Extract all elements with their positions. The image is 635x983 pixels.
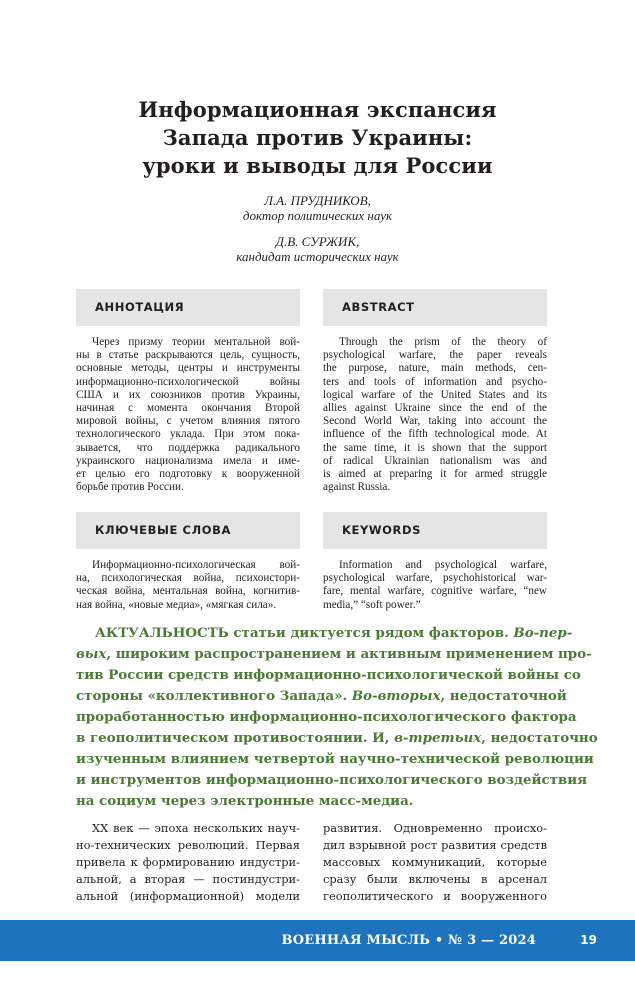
article-title (60, 96, 575, 180)
lead-paragraph (76, 623, 598, 812)
text-line: Information and psychological warfare, (339, 559, 547, 571)
text-line: ческая война, ментальная война, когнитив- (76, 585, 300, 598)
text-line: на, психологическая война, психоистори- (76, 572, 300, 585)
text-line: ет целью его подготовку к вооруженной (76, 468, 300, 481)
annotation-label: АННОТАЦИЯ (76, 289, 300, 326)
text-line: media,” “soft power.” (323, 598, 421, 611)
text-line: ters and tools of information and psycho- (323, 375, 547, 388)
text-line: Информационно-психологическая вой- (92, 559, 300, 571)
text-line: ная война, «новые медиа», «мягкая сила». (76, 598, 277, 611)
text-line: основные методы, центры и инструменты (76, 362, 300, 375)
annotation-text (76, 336, 300, 494)
body-line: дил взрывной рост развития средств (323, 838, 547, 852)
lead-emphasis: в-третьих (394, 730, 482, 746)
title-line: Запада против Украины: (162, 125, 473, 150)
text-line: of radical Ukrainian nationalism was and (323, 454, 547, 467)
journal-title: ВОЕННАЯ МЫСЛЬ • № 3 — 2024 (281, 933, 536, 948)
lead-line: и инструментов информационно-психологического воздействия (76, 772, 588, 788)
author-name: Д.В. СУРЖИК, (275, 234, 360, 249)
text-line: allies against Ukraine since the end of the (323, 402, 547, 415)
body-column-right (323, 820, 547, 905)
text-line: технологического уклада. При этом пока- (76, 428, 300, 441)
lead-text: , широким распространением и активным применением про- (106, 646, 592, 662)
author-degree: кандидат исторических наук (236, 249, 399, 264)
text-line: украинского национализма имела и име- (76, 454, 300, 467)
text-line: борьбе против России. (76, 481, 184, 494)
lead-emphasis: Во-вторых (351, 688, 441, 704)
text-line: the same time, it is shown that the support (323, 441, 547, 454)
page-number: 19 (580, 933, 597, 947)
text-line: fare, mental warfare, cognitive warfare, “new (323, 585, 547, 598)
text-line: зывается, что поддержка радикального (76, 441, 300, 454)
text-line: информационно-психологической войны (76, 375, 300, 388)
keywords-en-text (323, 559, 547, 612)
keywords-en-label: KEYWORDS (323, 512, 547, 549)
lead-line: проработанностью информационно-психологического фактора (76, 709, 577, 725)
text-line: logical warfare of the United States and its (323, 388, 547, 401)
body-column-left (76, 820, 300, 905)
lead-text: , недостаточно (481, 730, 598, 746)
lead-line: изученным влиянием четвертой научно-технической революции (76, 751, 594, 767)
body-line: массовых коммуникаций, которые (323, 855, 547, 869)
author-block (60, 193, 575, 223)
lead-text: , недостаточной (440, 688, 567, 704)
keywords-ru-text (76, 559, 300, 612)
title-line: уроки и выводы для России (142, 153, 493, 178)
abstract-label: ABSTRACT (323, 289, 547, 326)
lead-line (76, 623, 573, 644)
body-line: геополитического и вооруженного (323, 889, 547, 903)
body-line: но-технических революций. Первая (76, 838, 300, 852)
text-line: начиная с момента окончания Второй (76, 402, 300, 415)
text-line: against Russia. (323, 481, 391, 494)
text-line: США и их союзников против Украины, (76, 388, 300, 401)
lead-emphasis: Во-пер- (513, 625, 573, 641)
text-line: influence of the fifth technological mode. At (323, 428, 547, 441)
text-line: Through the prism of the theory of (339, 336, 547, 348)
body-line: альной (информационной) модели (76, 889, 300, 903)
body-line: альной, а вторая — постиндустри- (76, 872, 300, 886)
lead-text: в геополитическом противостоянии. И, (76, 730, 395, 746)
text-line: Second World War, taking into account the (323, 415, 547, 428)
text-line: is aimed at preparing it for armed struggle (323, 468, 547, 481)
text-line: ны в статье раскрываются цель, сущность, (76, 349, 300, 362)
page-footer (0, 920, 635, 961)
body-line: развития. Одновременно происхо- (323, 821, 547, 835)
body-line: XX век — эпоха нескольких науч- (92, 821, 300, 835)
title-line: Информационная экспансия (138, 97, 497, 122)
text-line: psychological warfare, the paper reveals (323, 349, 547, 362)
author-block (60, 234, 575, 264)
text-line: Через призму теории ментальной вой- (92, 336, 300, 348)
lead-emphasis: вых (76, 646, 107, 662)
text-line: мировой войны, с учетом влияния пятого (76, 415, 300, 428)
author-degree: доктор политических наук (242, 208, 393, 223)
body-line: сразу были включены в арсенал (323, 872, 547, 886)
lead-text: стороны «коллективного Запада». (76, 688, 352, 704)
keywords-ru-label: КЛЮЧЕВЫЕ СЛОВА (76, 512, 300, 549)
abstract-text (323, 336, 547, 494)
lead-line: тив России средств информационно-психологической войны со (76, 667, 581, 683)
lead-line (76, 728, 598, 749)
lead-line (76, 644, 592, 665)
author-name: Л.А. ПРУДНИКОВ, (264, 193, 371, 208)
text-line: the purpose, nature, main methods, cen- (323, 362, 547, 375)
lead-line: на социум через электронные масс-медиа. (76, 793, 414, 809)
lead-text: АКТУАЛЬНОСТЬ статьи диктуется рядом факторов. (95, 625, 514, 641)
lead-line (76, 686, 567, 707)
text-line: psychological warfare, psychohistorical war- (323, 572, 547, 585)
body-line: привела к формированию индустри- (76, 855, 300, 869)
